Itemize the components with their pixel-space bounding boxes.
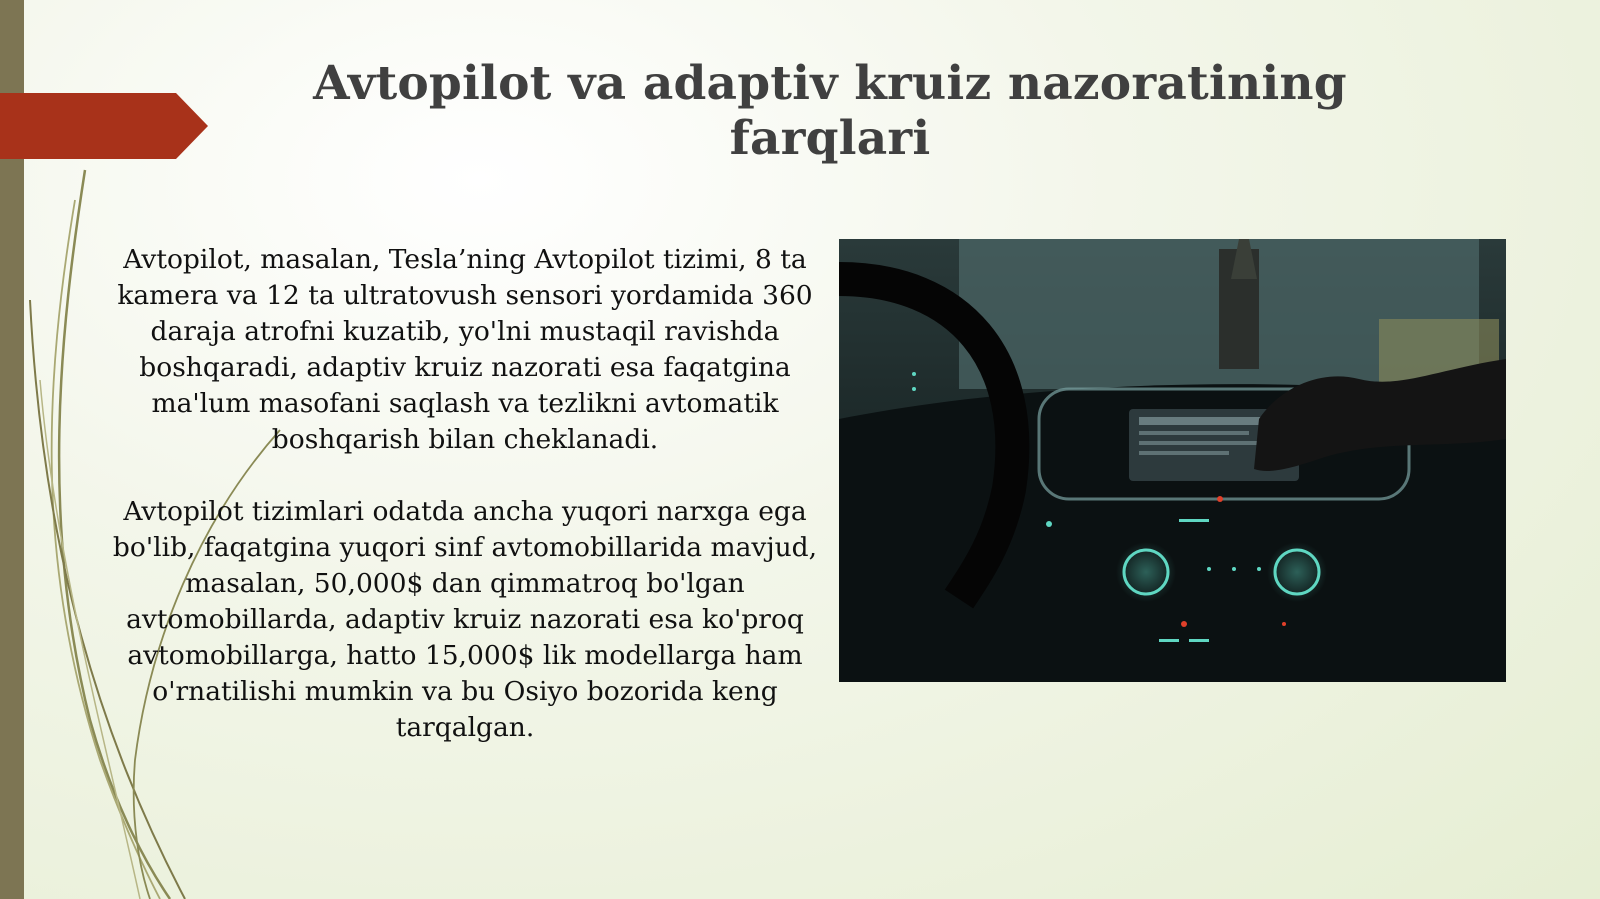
paragraph-autopilot: Avtopilot, masalan, Tesla’ning Avtopilot tizimi, 8 ta kamera va 12 ta ultratovush sensori yordamida 360 daraja atrofni kuzatib, yo'lni mustaqil ravishda boshqaradi, adaptiv kruiz nazorati esa faqatgina ma'lum masofani saqlash va tezlikni avtomatik boshqarish bilan cheklanadi. bbox=[117, 244, 813, 455]
slide-body bbox=[110, 242, 820, 782]
car-dashboard-photo bbox=[839, 239, 1506, 682]
title-arrow-shape bbox=[0, 93, 208, 159]
paragraph-pricing: Avtopilot tizimlari odatda ancha yuqori narxga ega bo'lib, faqatgina yuqori sinf avtomobillarida mavjud, masalan, 50,000$ dan qimmatroq bo'lgan avtomobillarda, adaptiv kruiz nazorati esa ko'proq avtomobillarga, hatto 15,000$ lik modellarga ham o'rnatilishi mumkin va bu Osiyo bozorida keng tarqalgan. bbox=[112, 496, 818, 743]
slide-title: Avtopilot va adaptiv kruiz nazoratining farqlari bbox=[313, 56, 1347, 166]
